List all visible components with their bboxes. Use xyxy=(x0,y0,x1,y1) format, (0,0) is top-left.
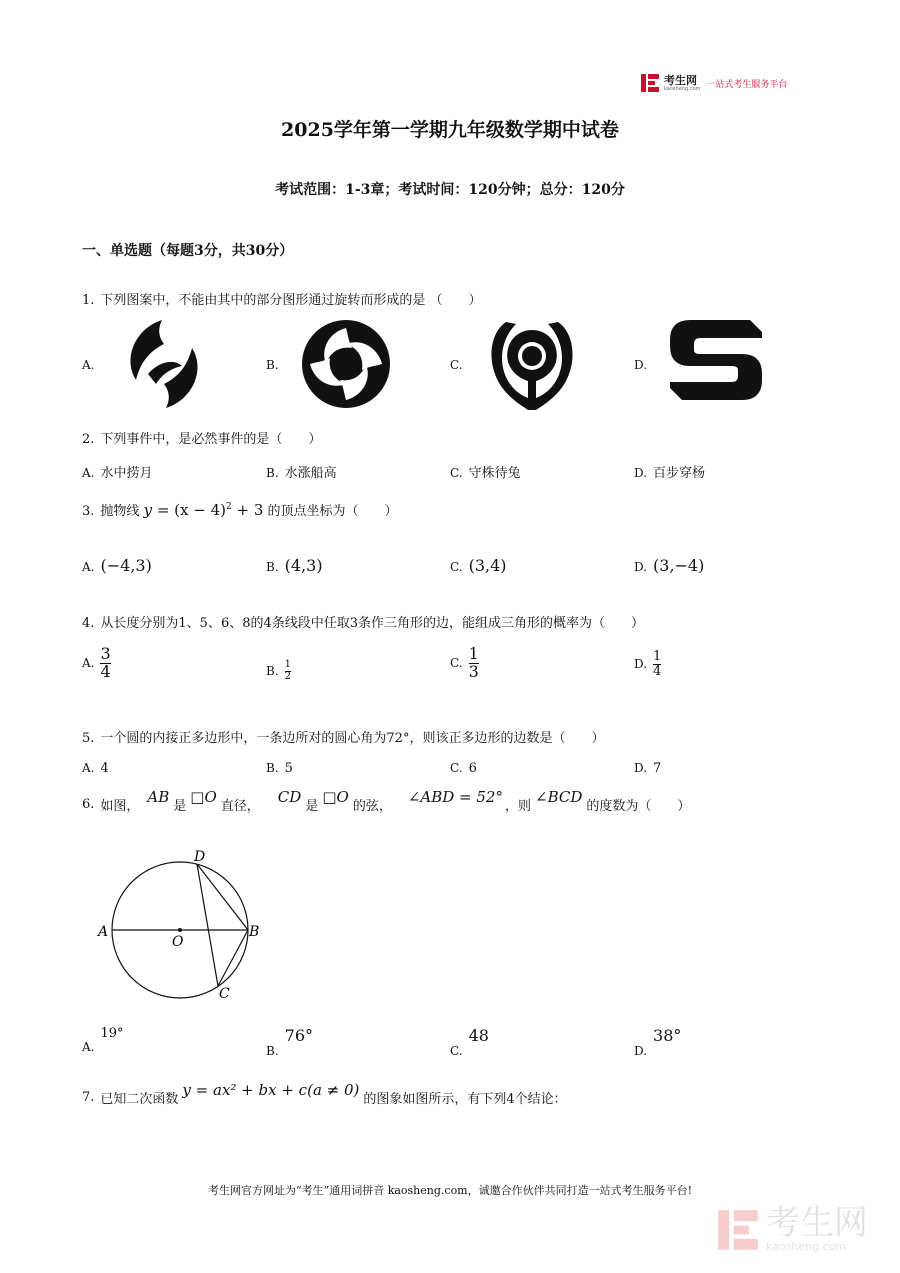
brand-name: 考生网 xyxy=(664,73,697,87)
question-number: 3. xyxy=(82,504,95,519)
q2-option-a: A. 水中捞月 xyxy=(82,466,153,481)
watermark-name: 考生网 xyxy=(766,1203,868,1243)
question-number: 4. xyxy=(82,616,95,631)
q3-option-c: C. (3,4) xyxy=(450,556,507,575)
label-o: O xyxy=(172,934,184,950)
brand-logo-icon xyxy=(640,73,660,93)
question-text: 下列图案中，不能由其中的部分图形通过旋转而形成的是 （ ） xyxy=(100,293,482,308)
q3-option-b: B. (4,3) xyxy=(266,556,323,575)
q6-option-d: D.38° xyxy=(634,1026,682,1058)
question-text: 一个圆的内接正多边形中，一条边所对的圆心角为72°，则该正多边形的边数是（ ） xyxy=(100,731,605,746)
question-number: 7. xyxy=(82,1090,95,1105)
watermark xyxy=(716,1203,868,1253)
q3-option-a: A. (−4,3) xyxy=(82,556,152,575)
q4-option-a: A. $\frac{3}{4}$ xyxy=(82,644,111,681)
page-footer: 考生网官方网址为“考生”通用词拼音 kaosheng.com，诚邀合作伙伴共同打造一站式考生服务平台! xyxy=(207,1184,693,1197)
q4-option-d: D. $\frac{1}{4}$ xyxy=(634,649,662,679)
question-1 xyxy=(82,289,482,308)
question-number: 1. xyxy=(82,293,95,308)
label-c: C xyxy=(219,986,230,1002)
q2-option-c: C. 守株待兔 xyxy=(450,466,521,481)
exam-scope: 考试范围：1-3章；考试时间：120分钟；总分：120分 xyxy=(275,182,625,198)
q5-option-c: C. 6 xyxy=(450,761,477,776)
section-heading: 一、单选题（每题3分，共30分） xyxy=(82,243,294,259)
page-title: 2025学年第一学期九年级数学期中试卷 xyxy=(281,119,619,141)
chord-dc xyxy=(197,864,218,986)
brand-logo xyxy=(640,73,787,93)
label-d: D xyxy=(194,849,206,865)
q1-figure-d xyxy=(670,320,762,404)
q6-option-a: A.19° xyxy=(82,1026,124,1054)
q1-figure-b xyxy=(300,318,392,414)
q5-option-a: A. 4 xyxy=(82,761,109,776)
q5-option-d: D. 7 xyxy=(634,761,662,776)
question-text: 下列事件中，是必然事件的是（ ） xyxy=(100,432,322,447)
question-7: 7. 已知二次函数 y = ax² + bx + c(a ≠ 0) 的图象如图所示，有下列4个结论： xyxy=(82,1080,567,1107)
q6-option-b: B.76° xyxy=(266,1026,313,1058)
q3-option-d: D. (3,−4) xyxy=(634,556,705,575)
question-text: 从长度分别为1、5、6、8的4条线段中任取3条作三角形的边，能组成三角形的概率为（ ） xyxy=(100,616,645,631)
watermark-domain: kaosheng.com xyxy=(766,1240,847,1253)
q1-option-c-label: C. xyxy=(450,358,463,372)
brand-slogan: 一站式考生服务平台 xyxy=(706,79,788,90)
label-b: B xyxy=(249,924,260,940)
q1-option-a-label: A. xyxy=(82,358,95,372)
question-text: 抛物线 xyxy=(100,504,140,519)
question-6: 6. 如图， AB 是 □O 直径， CD 是 □O 的弦， ∠ABD = 52° ，则 ∠BCD 的度数为（ ） xyxy=(82,787,691,814)
q1-figure-a xyxy=(118,318,210,414)
q2-option-b: B. 水涨船高 xyxy=(266,466,337,481)
question-text-tail: 的顶点坐标为（ ） xyxy=(267,504,398,519)
formula: $y = (x - 4)^2 + 3$ xyxy=(143,501,264,519)
watermark-logo-icon xyxy=(716,1208,760,1252)
chord-cb xyxy=(218,930,248,986)
q1-option-b-label: B. xyxy=(266,358,279,372)
q5-option-b: B. 5 xyxy=(266,761,293,776)
q6-circle-figure xyxy=(92,845,272,1009)
question-4 xyxy=(82,612,644,631)
question-number: 2. xyxy=(82,432,95,447)
question-number: 5. xyxy=(82,731,95,746)
question-5 xyxy=(82,727,604,746)
question-number: 6. xyxy=(82,797,95,812)
q4-option-c: C. $\frac{1}{3}$ xyxy=(450,644,479,681)
formula: y = ax² + bx + c(a ≠ 0) xyxy=(182,1080,360,1099)
q1-option-d-label: D. xyxy=(634,358,648,372)
brand-domain: kaosheng.com xyxy=(664,85,701,92)
center-point xyxy=(178,928,182,932)
label-a: A xyxy=(98,924,109,940)
chord-db xyxy=(197,864,248,930)
question-3 xyxy=(82,500,398,519)
q1-figure-c xyxy=(486,318,578,416)
q6-option-c: C.48 xyxy=(450,1026,489,1058)
q2-option-d: D. 百步穿杨 xyxy=(634,466,706,481)
q4-option-b: B. $\frac{1}{2}$ xyxy=(266,659,292,682)
question-2 xyxy=(82,428,321,447)
